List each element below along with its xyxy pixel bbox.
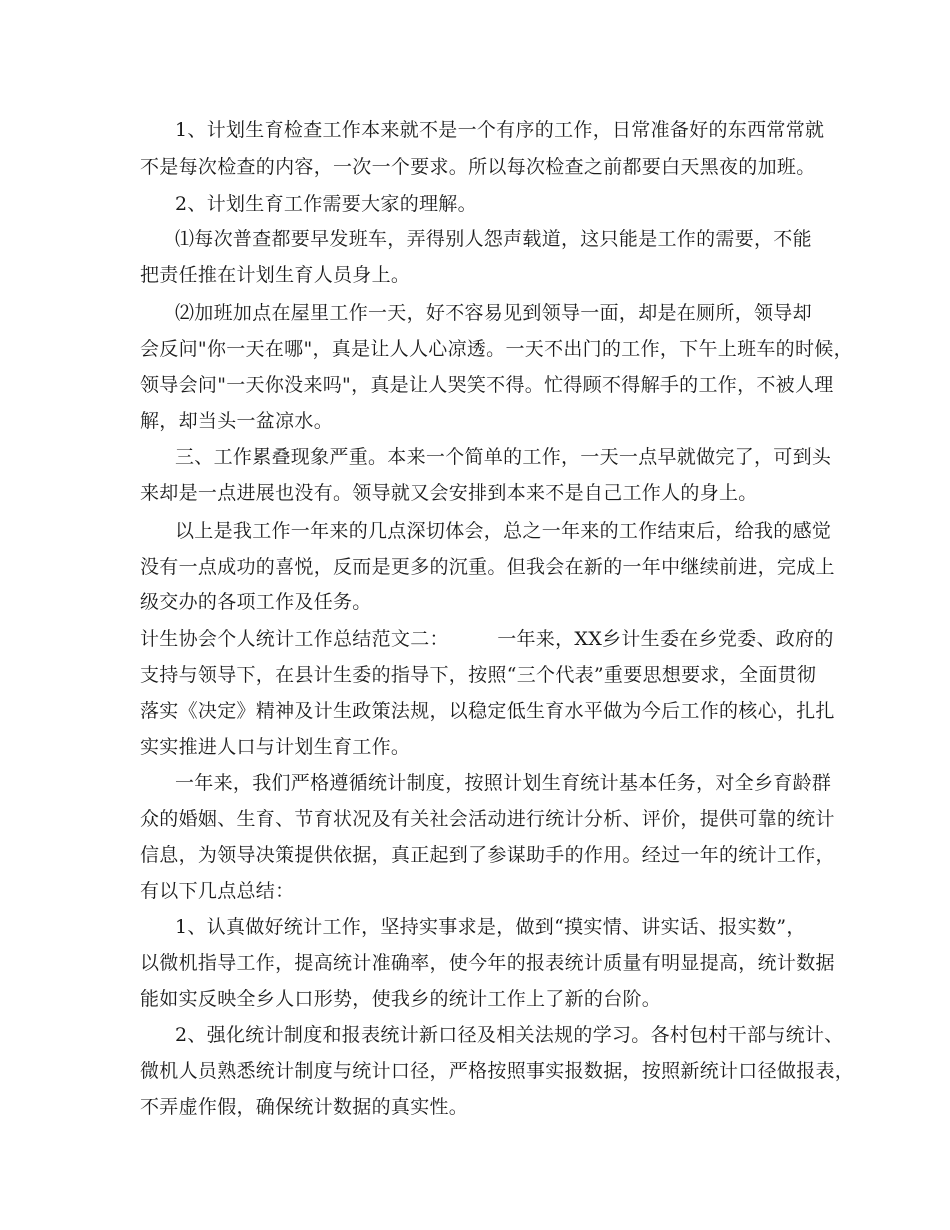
text-line: 三、工作累叠现象严重。本来一个简单的工作，一天一点早就做完了，可到头 — [175, 446, 832, 468]
text-line: 落实《决定》精神及计生政策法规，以稳定低生育水平做为今后工作的核心，扎扎 — [140, 700, 835, 722]
text-line: 不弄虚作假，确保统计数据的真实性。 — [140, 1096, 469, 1118]
text-line: 不是每次检查的内容，一次一个要求。所以每次检查之前都要白天黑夜的加班。 — [140, 156, 816, 178]
text-line: 一年来，我们严格遵循统计制度，按照计划生育统计基本任务，对全乡育龄群 — [175, 772, 832, 794]
text-line: 没有一点成功的喜悦，反而是更多的沉重。但我会在新的一年中继续前进，完成上 — [140, 556, 835, 578]
text-line: 1、计划生育检查工作本来就不是一个有序的工作，日常准备好的东西常常就 — [175, 119, 825, 141]
text-line: 级交办的各项工作及任务。 — [140, 591, 372, 613]
text-line: 领导会问"一天你没来吗"，真是让人哭笑不得。忙得顾不得解手的工作，不被人理 — [140, 374, 834, 396]
text-line: 2、计划生育工作需要大家的理解。 — [175, 193, 477, 215]
text-line: 解，却当头一盆凉水。 — [140, 410, 334, 432]
text-line: ⑵加班加点在屋里工作一天，好不容易见到领导一面，却是在厕所，领导却 — [175, 302, 812, 324]
text-line: 1、认真做好统计工作，坚持实事求是，做到“摸实情、讲实话、报实数”， — [175, 916, 806, 938]
text-line: 信息，为领导决策提供依据，真正起到了参谋助手的作用。经过一年的统计工作， — [140, 844, 835, 866]
text-line: 众的婚姻、生育、节育状况及有关社会活动进行统计分析、评价，提供可靠的统计 — [140, 808, 835, 830]
text-line: 2、强化统计制度和报表统计新口径及相关法规的学习。各村包村干部与统计、 — [175, 1024, 844, 1046]
text-line: 实实推进人口与计划生育工作。 — [140, 736, 411, 758]
text-line: 把责任推在计划生育人员身上。 — [140, 264, 411, 286]
text-line: 来却是一点进展也没有。领导就又会安排到本来不是自己工作人的身上。 — [140, 482, 758, 504]
text-line: 以微机指导工作，提高统计准确率，使今年的报表统计质量有明显提高，统计数据 — [140, 952, 835, 974]
text-line: 能如实反映全乡人口形势，使我乡的统计工作上了新的台阶。 — [140, 988, 662, 1010]
text-line: 会反问"你一天在哪"，真是让人人心凉透。一天不出门的工作，下午上班车的时候， — [140, 338, 853, 360]
text-line: 以上是我工作一年来的几点深切体会，总之一年来的工作结束后，给我的感觉 — [175, 520, 832, 542]
text-line: 有以下几点总结： — [140, 880, 295, 902]
text-line: 计生协会个人统计工作总结范文二： 一年来，XX乡计生委在乡党委、政府的 — [140, 628, 834, 650]
text-line: ⑴每次普查都要早发班车，弄得别人怨声载道，这只能是工作的需要，不能 — [175, 228, 812, 250]
text-line: 支持与领导下，在县计生委的指导下，按照“三个代表”重要思想要求，全面贯彻 — [140, 664, 817, 686]
text-line: 微机人员熟悉统计制度与统计口径，严格按照事实报数据，按照新统计口径做报表， — [140, 1060, 855, 1082]
